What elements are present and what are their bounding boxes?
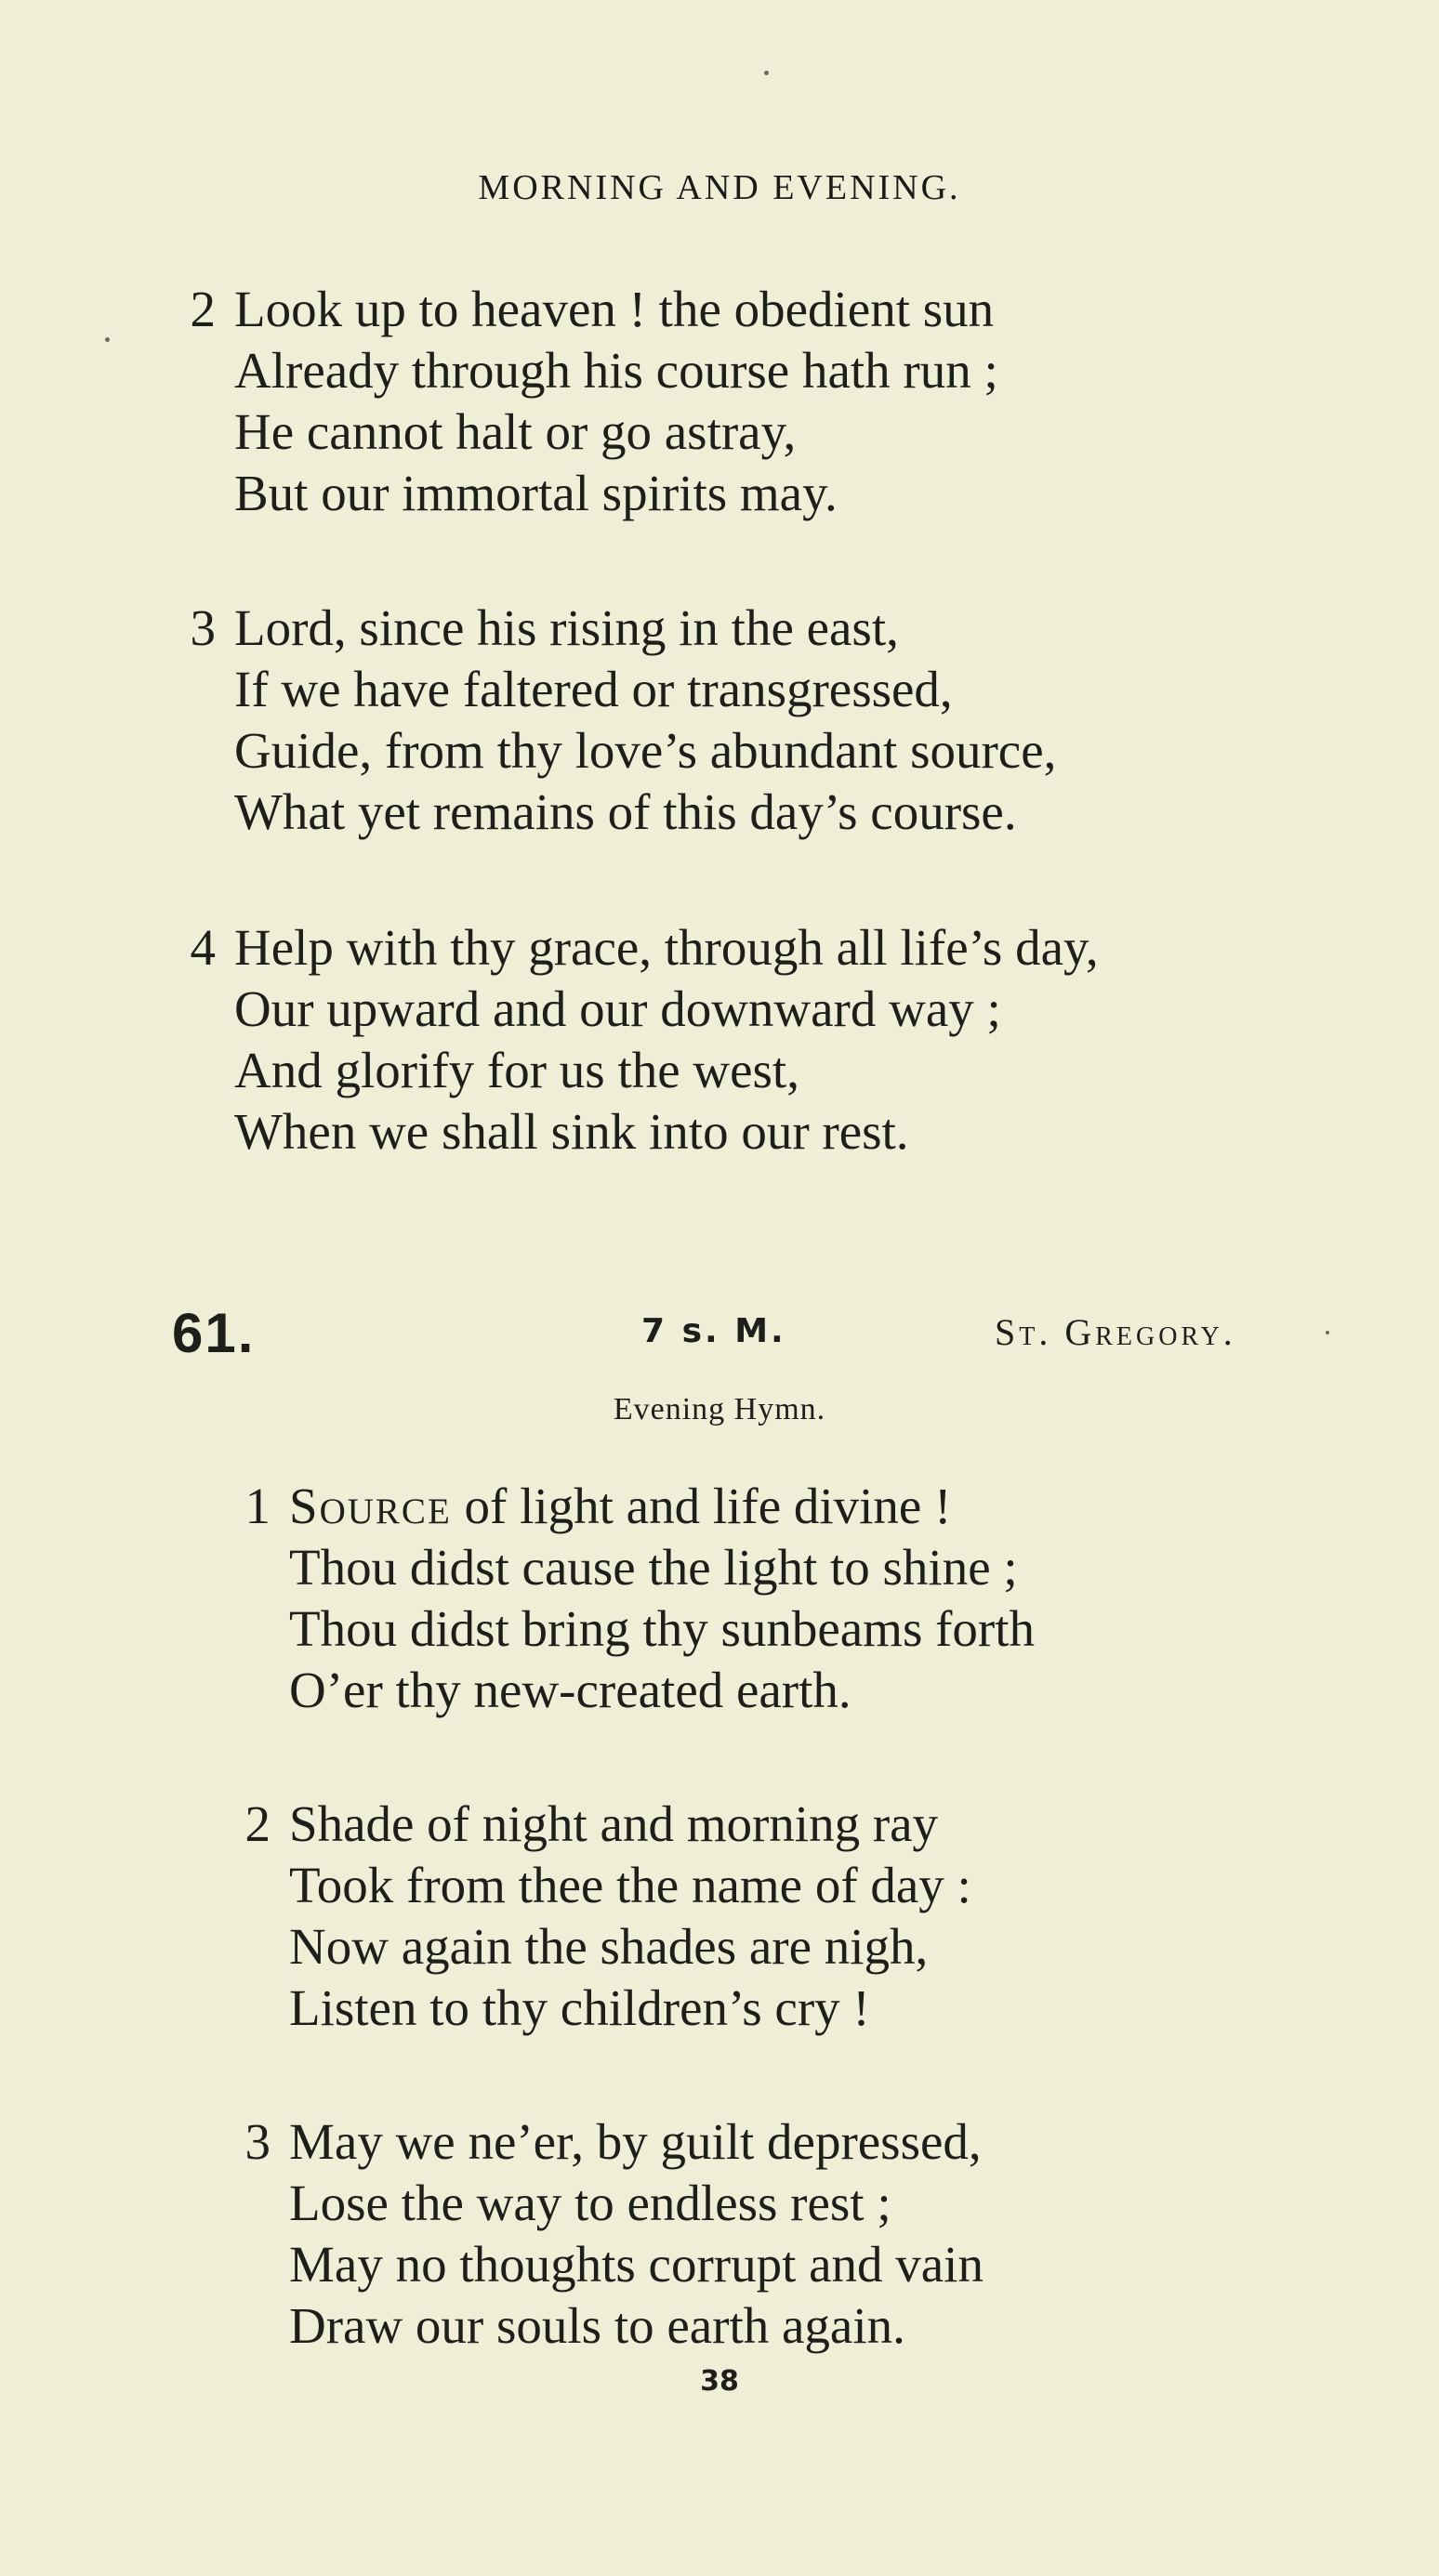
hymn-61-stanza-1 <box>244 1476 1036 1721</box>
hymn-subtitle: Evening Hymn. <box>613 1392 826 1426</box>
verse-line-first <box>289 1476 1035 1537</box>
print-speck <box>1326 1331 1329 1334</box>
hymn-61-stanza-2 <box>244 1794 971 2039</box>
verse-line: Guide, from thy love’s abundant source, <box>234 722 1057 779</box>
verse-line: Shade of night and morning ray <box>289 1795 939 1852</box>
stanza-number: 2 <box>190 281 216 337</box>
verse-line: Help with thy grace, through all life’s day, <box>234 919 1099 976</box>
hymn-60-stanza-3 <box>190 598 1057 843</box>
hymn-61-stanza-3 <box>244 2111 984 2357</box>
verse-line: But our immortal spirits may. <box>234 465 838 521</box>
print-speck <box>105 337 110 342</box>
verse-line: Our upward and our downward way ; <box>234 980 1001 1037</box>
stanza-number: 3 <box>244 2113 271 2170</box>
verse-line: Already through his course hath run ; <box>234 342 998 399</box>
stanza-number: 3 <box>190 599 216 656</box>
verse-line: Thou didst cause the light to shine ; <box>289 1539 1018 1596</box>
verse-line: Lose the way to endless rest ; <box>289 2175 891 2231</box>
running-head: MORNING AND EVENING. <box>478 168 961 207</box>
verse-line: Listen to thy children’s cry ! <box>289 1979 870 2036</box>
verse-line: What yet remains of this day’s course. <box>234 783 1017 840</box>
print-speck <box>764 71 769 75</box>
stanza-number: 1 <box>244 1478 271 1534</box>
verse-line: Thou didst bring thy sunbeams forth <box>289 1600 1036 1657</box>
verse-line: If we have faltered or transgressed, <box>234 661 953 717</box>
hymn-meter: 7 s. M. <box>641 1312 786 1350</box>
verse-line: When we shall sink into our rest. <box>234 1103 909 1160</box>
hymn-60-stanza-4 <box>190 917 1099 1163</box>
verse-line: May we ne’er, by guilt depressed, <box>289 2113 982 2170</box>
verse-line: And glorify for us the west, <box>234 1042 799 1098</box>
stanza-number: 4 <box>190 919 216 976</box>
stanza-number: 2 <box>244 1795 271 1852</box>
first-line-rest: of light and life divine ! <box>451 1478 952 1534</box>
verse-line: May no thoughts corrupt and vain <box>289 2236 984 2293</box>
verse-line: Draw our souls to earth again. <box>289 2297 905 2354</box>
verse-line: Lord, since his rising in the east, <box>234 599 899 656</box>
verse-line: O’er thy new-created earth. <box>289 1662 852 1718</box>
verse-line: Now again the shades are nigh, <box>289 1918 929 1975</box>
verse-line: Took from thee the name of day : <box>289 1857 971 1913</box>
hymn-number: 61. <box>172 1302 256 1364</box>
verse-line: Look up to heaven ! the obedient sun <box>234 281 995 337</box>
verse-line: He cannot halt or go astray, <box>234 403 797 460</box>
opening-word: Source <box>289 1478 452 1534</box>
hymn-tune-name: St. Gregory. <box>995 1311 1236 1353</box>
hymn-60-stanza-2 <box>190 279 998 524</box>
page-number: 38 <box>700 2365 739 2398</box>
